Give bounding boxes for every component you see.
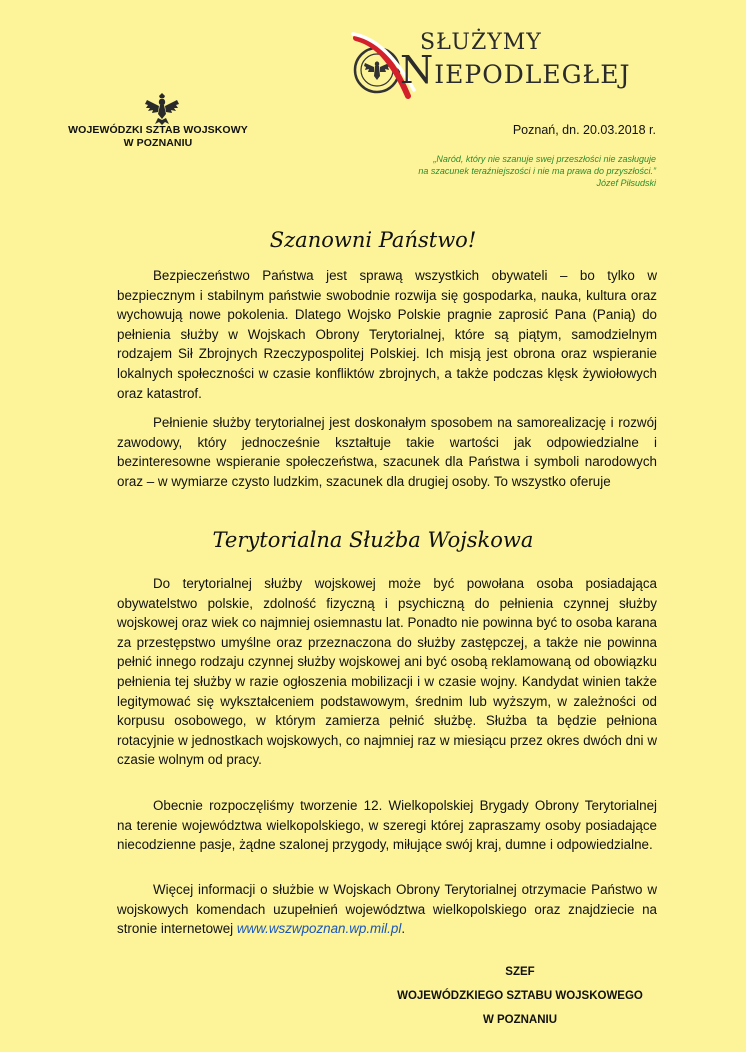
paragraph-brigade-text: Obecnie rozpoczęliśmy tworzenie 12. Wielkopolskiej Brygady Obrony Terytorialnej na terenie województwa wielkopolskiego, w szeregi której zapraszamy osoby posiadające niecodzienne pasje, żądne szalonej przygody, miłujące swój kraj, dumne i odpowiedzialne. [117, 798, 657, 853]
signature-line3: W POZNANIU [482, 1014, 558, 1026]
document-date: Poznań, dn. 20.03.2018 r. [512, 123, 656, 137]
quote-line1: „Naród, który nie szanuje swej przeszłości nie zasługuje [433, 154, 656, 164]
office-name-line1: WOJEWÓDZKI SZTAB WOJSKOWY [68, 124, 248, 136]
signature-line1: SZEF [505, 966, 535, 978]
quote-line2: na szacunek teraźniejszości i nie ma prawa do przyszłości.” [418, 166, 656, 176]
logo-wordmark-line1: SŁUŻYMY [420, 30, 542, 55]
section-heading: Terytorialna Służba Wojskowa [212, 528, 534, 552]
logo-wordmark-line2 [400, 48, 631, 92]
paragraph-self-realization [117, 413, 657, 491]
website-link[interactable]: www.wszwpoznan.wp.mil.pl [236, 921, 402, 937]
greeting-heading: Szanowni Państwo! [269, 228, 477, 252]
paragraph-intro-text: Bezpieczeństwo Państwa jest sprawą wszystkich obywateli – bo tylko w bezpiecznym i stabilnym państwie swobodnie rozwija się gospodarka, nauka, kultura oraz wychowują nowe pokolenia. Dlatego Wojsko Polskie pragnie zaprosić Pana (Panią) do pełnienia służby w Wojskach Obrony Terytorialnej, które są piątym, samodzielnym rodzajem Sił Zbrojnych Rzeczypospolitej Polskiej. Ich misją jest obrona oraz wspieranie lokalnych społeczności w czasie konfliktów zbrojnych, a także podczas klęsk żywiołowych oraz katastrof. [117, 268, 657, 401]
paragraph-self-realization-text: Pełnienie służby terytorialnej jest doskonałym sposobem na samorealizację i rozwój zawodowy, który jednocześnie kształtuje takie wartości jak odpowiedzialne i bezinteresowne wspieranie społeczeństwa, szacunek dla Państwa i symboli narodowych oraz – w wymiarze czysto ludzkim, szacunek dla drugiej osoby. To wszystko oferuje [117, 415, 657, 489]
paragraph-brigade [117, 796, 657, 855]
pilsudski-quote [370, 153, 656, 189]
signature-line2: WOJEWÓDZKIEGO SZTABU WOJSKOWEGO [397, 990, 643, 1002]
signature-block [320, 960, 720, 1032]
paragraph-more-info-end: . [401, 921, 406, 937]
quote-author: Józef Piłsudski [596, 178, 656, 188]
paragraph-intro [117, 266, 657, 403]
paragraph-more-info-text: Więcej informacji o służbie w Wojskach Obrony Terytorialnej otrzymacie Państwo w wojskowych komendach uzupełnień województwa wielkopolskiego oraz znajdziecie na stronie internetowej [117, 882, 657, 937]
paragraph-more-info [117, 880, 657, 939]
logo-initial: N [400, 48, 435, 92]
issuing-office-name [40, 124, 276, 150]
paragraph-eligibility [117, 574, 657, 770]
office-name-line2: W POZNANIU [123, 137, 193, 149]
paragraph-eligibility-text: Do terytorialnej służby wojskowej może być powołana osoba posiadająca obywatelstwo polskie, zdolność fizyczną i psychiczną do pełnienia czynnej służby wojskowej oraz wiek co najmniej osiemnastu lat. Ponadto nie powinna być to osoba karana za przestępstwo umyślne oraz przeznaczona do służby zastępczej, a także nie powinna pełnić innego rodzaju czynnej służby wojskowej ani być osobą reklamowaną od obowiązku pełnienia tej służby w razie ogłoszenia mobilizacji i w czasie wojny. Kandydat winien także legitymować się wykształceniem podstawowym, średnim lub wyższym, w zależności od korpusu osobowego, w którym zamierza pełnić służbę. Służba ta będzie pełniona rotacyjnie w jednostkach wojskowych, co najmniej raz w miesiącu przez okres dwóch dni w czasie wolnym od pracy. [117, 576, 657, 768]
logo-wordmark-rest: IEPODLEGŁEJ [434, 60, 631, 89]
polish-eagle-icon [144, 92, 180, 126]
